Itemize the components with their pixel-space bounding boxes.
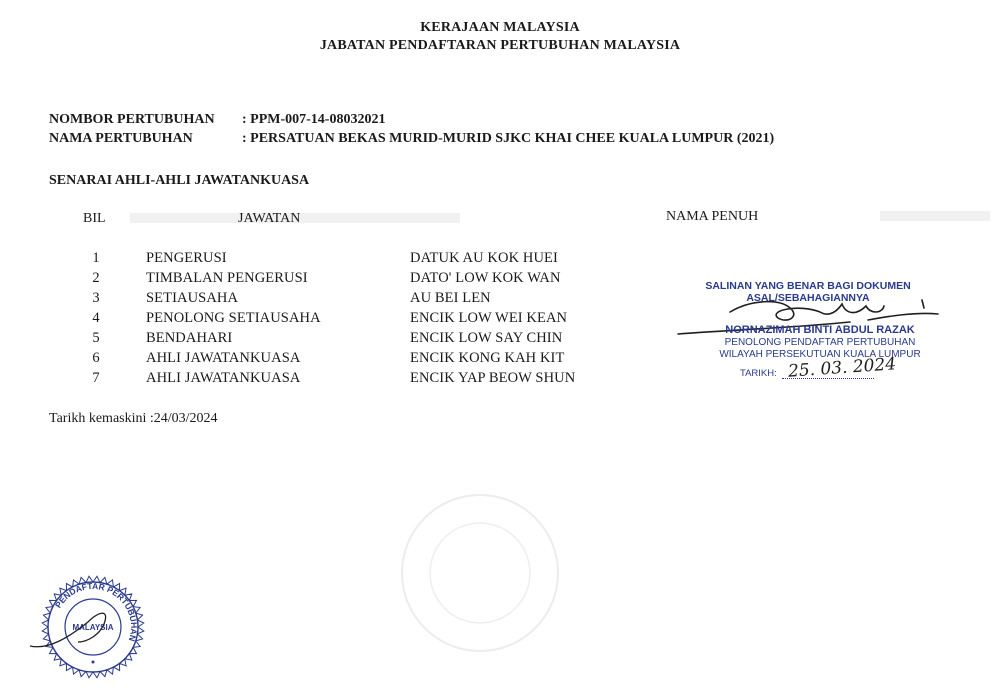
- official-seal: [28, 572, 158, 682]
- org-number-label: NOMBOR PERTUBUHAN: [49, 112, 215, 127]
- row-nama: ENCIK YAP BEOW SHUN: [410, 370, 576, 386]
- seal-center-text: MALAYSIA: [72, 623, 114, 632]
- row-nama: DATO' LOW KOK WAN: [410, 270, 561, 286]
- row-jawatan: AHLI JAWATANKUASA: [146, 350, 301, 366]
- row-nama: DATUK AU KOK HUEI: [410, 250, 558, 266]
- updated-date: Tarikh kemaskini :24/03/2024: [49, 411, 218, 426]
- row-bil: 6: [92, 350, 100, 366]
- cert-officer: NORNAZIMAH BINTI ABDUL RAZAK: [725, 324, 915, 336]
- row-jawatan: PENOLONG SETIAUSAHA: [146, 310, 321, 326]
- cert-title: PENOLONG PENDAFTAR PERTUBUHAN: [724, 337, 916, 348]
- row-bil: 5: [92, 330, 100, 346]
- header-jabatan: JABATAN PENDAFTARAN PERTUBUHAN MALAYSIA: [319, 38, 681, 53]
- cert-line1: SALINAN YANG BENAR BAGI DOKUMEN: [705, 280, 911, 292]
- row-bil: 1: [92, 250, 100, 266]
- row-nama: ENCIK LOW SAY CHIN: [410, 330, 563, 346]
- row-nama: ENCIK LOW WEI KEAN: [410, 310, 568, 326]
- row-bil: 3: [92, 290, 100, 306]
- row-jawatan: AHLI JAWATANKUASA: [146, 370, 301, 386]
- section-title: SENARAI AHLI-AHLI JAWATANKUASA: [49, 173, 310, 188]
- certification-stamp: [680, 270, 980, 390]
- col-header-jawatan: JAWATAN: [238, 211, 301, 226]
- row-bil: 7: [92, 370, 100, 386]
- row-bil: 2: [92, 270, 100, 286]
- header-kerajaan: KERAJAAN MALAYSIA: [420, 20, 580, 35]
- row-nama: AU BEI LEN: [410, 290, 491, 306]
- org-number-value: : PPM-007-14-08032021: [242, 112, 386, 127]
- row-jawatan: SETIAUSAHA: [146, 290, 239, 306]
- cert-line2: ASAL/SEBAHAGIANNYA: [746, 292, 870, 304]
- seal-ring-text: PENDAFTAR PERTUBUHAN: [52, 580, 140, 643]
- cert-date-handwritten: 25. 03. 2024: [787, 354, 897, 382]
- scan-artefact: [880, 211, 990, 221]
- org-name-value: : PERSATUAN BEKAS MURID-MURID SJKC KHAI CHEE KUALA LUMPUR (2021): [242, 131, 775, 146]
- row-jawatan: BENDAHARI: [146, 330, 233, 346]
- cert-date-label: TARIKH:: [740, 368, 777, 379]
- ghost-seal: [395, 488, 565, 658]
- col-header-bil: BIL: [83, 211, 106, 226]
- row-jawatan: TIMBALAN PENGERUSI: [146, 270, 308, 286]
- row-nama: ENCIK KONG KAH KIT: [410, 350, 565, 366]
- row-jawatan: PENGERUSI: [146, 250, 227, 266]
- col-header-nama: NAMA PENUH: [666, 209, 759, 224]
- cert-region: WILAYAH PERSEKUTUAN KUALA LUMPUR: [719, 349, 921, 360]
- org-name-label: NAMA PERTUBUHAN: [49, 131, 193, 146]
- row-bil: 4: [92, 310, 100, 326]
